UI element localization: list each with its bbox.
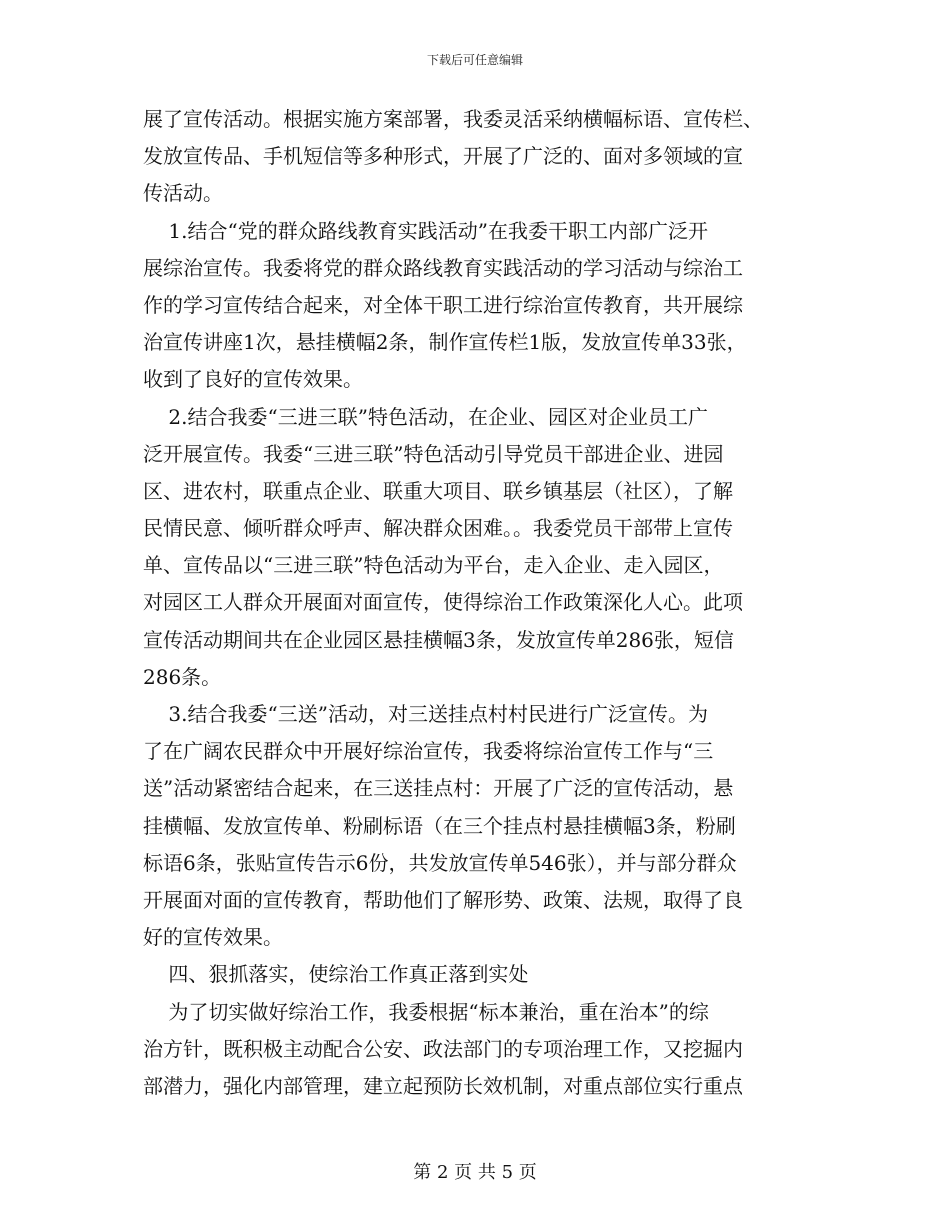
- body-text: [143, 101, 813, 1105]
- section-heading: 四、狠抓落实，使综治工作真正落到实处: [143, 962, 529, 987]
- text-line: 286条。: [143, 664, 222, 689]
- page-number-footer: 第 2 页 共 5 页: [413, 1162, 537, 1183]
- text-line: 挂横幅、发放宣传单、粉刷标语（在三个挂点村悬挂横幅3条，粉刷: [143, 813, 736, 838]
- text-line: 区、进农村，联重点企业、联重大项目、联乡镇基层（社区），了解: [143, 478, 733, 503]
- text-line: 3.结合我委“三送”活动，对三送挂点村村民进行广泛宣传。为: [143, 702, 708, 726]
- text-line: 治宣传讲座1次，悬挂横幅2条，制作宣传栏1版，发放宣传单33张，: [143, 330, 747, 355]
- text-line: 传活动。: [143, 181, 223, 206]
- text-line: 治方针，既积极主动配合公安、政法部门的专项治理工作，又挖掘内: [143, 1036, 743, 1061]
- text-line: 泛开展宣传。我委“三进三联”特色活动引导党员干部进企业、进园: [143, 441, 724, 466]
- text-line: 1.结合“党的群众路线教育实践活动”在我委干职工内部广泛开: [143, 218, 708, 243]
- text-line: 民情民意、倾听群众呼声、解决群众困难。。我委党员干部带上宣传: [143, 516, 733, 541]
- text-line: 作的学习宣传结合起来，对全体干职工进行综治宣传教育，共开展综: [143, 292, 743, 317]
- text-line: 标语6条，张贴宣传告示6份，共发放宣传单546张），并与部分群众: [143, 850, 737, 875]
- text-line: 宣传活动期间共在企业园区悬挂横幅3条，发放宣传单286张，短信: [143, 627, 734, 652]
- text-line: 收到了良好的宣传效果。: [143, 367, 363, 392]
- text-line: 开展面对面的宣传教育，帮助他们了解形势、政策、法规，取得了良: [143, 887, 743, 912]
- text-line: 对园区工人群众开展面对面宣传，使得综治工作政策深化人心。此项: [143, 590, 743, 615]
- text-line: 展了宣传活动。根据实施方案部署，我委灵活采纳横幅标语、宣传栏、: [143, 107, 763, 131]
- text-line: 单、宣传品以“三进三联”特色活动为平台，走入企业、走入园区，: [143, 553, 724, 578]
- page-header: 下载后可任意编辑: [426, 53, 523, 67]
- text-line: 发放宣传品、手机短信等多种形式，开展了广泛的、面对多领域的宣: [143, 144, 743, 169]
- text-line: 了在广阔农民群众中开展好综治宣传，我委将综治宣传工作与“三: [143, 739, 714, 764]
- text-line: 展综治宣传。我委将党的群众路线教育实践活动的学习活动与综治工: [143, 255, 743, 280]
- text-line: 为了切实做好综治工作，我委根据“标本兼治，重在治本”的综: [143, 999, 709, 1024]
- text-line: 部潜力，强化内部管理，建立起预防长效机制，对重点部位实行重点: [143, 1073, 743, 1098]
- text-line: 2.结合我委“三进三联”特色活动，在企业、园区对企业员工广: [143, 404, 708, 429]
- text-line: 好的宣传效果。: [143, 925, 283, 950]
- text-line: 送”活动紧密结合起来，在三送挂点村：开展了广泛的宣传活动，悬: [143, 776, 734, 801]
